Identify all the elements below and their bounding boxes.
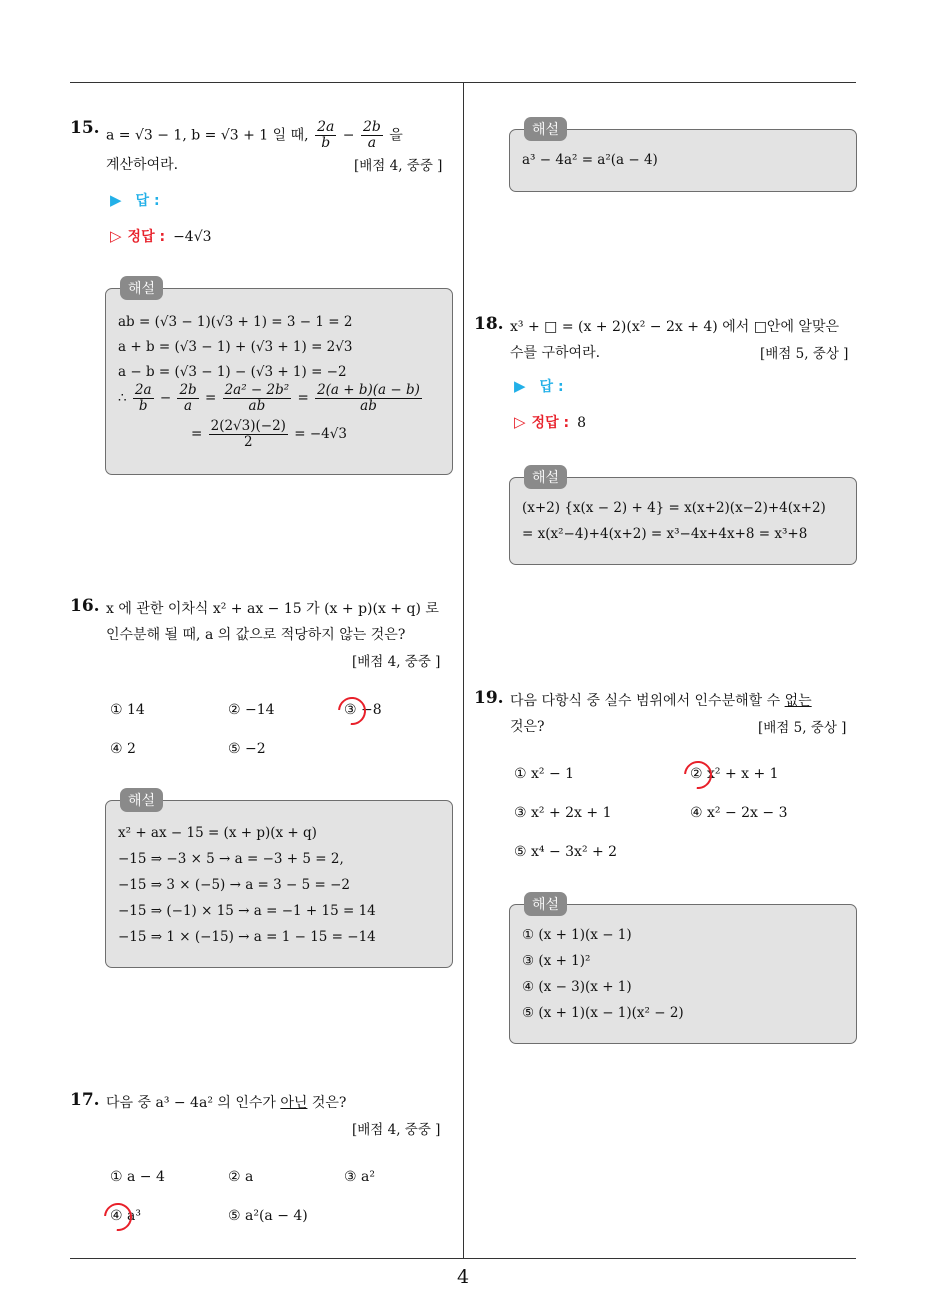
explanation-box-15: 해설 ab = (√3 − 1)(√3 + 1) = 3 − 1 = 2 a + b = (√3 − 1) + (√3 + 1) = 2√3 a − b = (√3 − 1) − (√3 + 1) = −2 ∴ $\frac{2a}{b}$ − $\frac{2b}{a}$ = $\frac{\text{2a² − 2b²}}{ab}$ = $\frac{2(a + b)(a - b)}{ab}$ = $\frac{2(2√3)(-2)}{2}$ = −4√3 bbox=[105, 288, 453, 475]
option-5: ⑤ −2 bbox=[228, 741, 266, 757]
correct-answer-row: ▷ 정답 : 8 bbox=[514, 413, 586, 431]
correct-answer-row: ▷ 정답 : −4√3 bbox=[110, 227, 212, 245]
explain-line-5: = $\frac{2(2√3)(-2)}{2}$ = −4√3 bbox=[191, 418, 347, 450]
outline-triangle-icon: ▷ bbox=[110, 227, 122, 245]
question-number: 19. bbox=[474, 688, 504, 708]
option-3: ③ a² bbox=[344, 1169, 375, 1185]
explanation-box-17: 해설 a³ − 4a² = a²(a − 4) bbox=[509, 129, 857, 192]
option-5: ⑤ a²(a − 4) bbox=[228, 1208, 308, 1224]
question-line-2: 수를 구하여라. bbox=[510, 345, 601, 361]
bottom-rule bbox=[70, 1258, 856, 1259]
play-triangle-icon: ▶ bbox=[514, 377, 526, 395]
points-label: [배점 4, 중중 ] bbox=[354, 158, 443, 174]
answer-row: ▶ 답 : bbox=[514, 377, 564, 395]
points-label: [배점 4, 중중 ] bbox=[352, 654, 441, 670]
answer-circle-icon bbox=[332, 691, 371, 730]
play-triangle-icon: ▶ bbox=[110, 191, 122, 209]
explanation-box-16: 해설 x² + ax − 15 = (x + p)(x + q) −15 ⇒ −3 × 5 → a = −3 + 5 = 2, −15 ⇒ 3 × (−5) → a = 3 − 5 = −2 −15 ⇒ (−1) × 15 → a = −1 + 15 = 14 −15 ⇒ 1 × (−15) → a = 1 − 15 = −14 bbox=[105, 800, 453, 968]
answer-circle-icon bbox=[98, 1197, 137, 1236]
explanation-box-18: 해설 (x+2) {x(x − 2) + 4} = x(x+2)(x−2)+4(x+2) = x(x²−4)+4(x+2) = x³−4x+4x+8 = x³+8 bbox=[509, 477, 857, 565]
page-number: 4 bbox=[456, 1266, 470, 1288]
question-number: 15. bbox=[70, 118, 100, 138]
explanation-tag: 해설 bbox=[120, 276, 163, 300]
option-5: ⑤ x⁴ − 3x² + 2 bbox=[514, 844, 618, 860]
option-1: ① 14 bbox=[110, 702, 145, 718]
question-line-1: 다음 중 a³ − 4a² 의 인수가 아닌 것은? bbox=[106, 1095, 347, 1111]
option-3: ③ −8 bbox=[344, 702, 382, 718]
option-2: ② −14 bbox=[228, 702, 275, 718]
option-1: ① a − 4 bbox=[110, 1169, 165, 1185]
fraction: $\frac{2a}{b}$ bbox=[317, 119, 335, 151]
option-2: ② a bbox=[228, 1169, 254, 1185]
question-line-1: x 에 관한 이차식 x² + ax − 15 가 (x + p)(x + q) 로 bbox=[106, 601, 439, 617]
option-3: ③ x² + 2x + 1 bbox=[514, 805, 612, 821]
question-line-2: 계산하여라. bbox=[106, 157, 179, 173]
answer-row: ▶ 답 : bbox=[110, 191, 160, 209]
question-number: 18. bbox=[474, 314, 504, 334]
explain-line-4: ∴ $\frac{2a}{b}$ − $\frac{2b}{a}$ = $\frac{\text{2a² − 2b²}}{ab}$ = $\frac{2(a + b)(a - b)}{ab}$ bbox=[118, 382, 420, 414]
column-divider bbox=[463, 83, 464, 1258]
question-line-1: 다음 다항식 중 실수 범위에서 인수분해할 수 없는 bbox=[510, 693, 812, 709]
explanation-tag: 해설 bbox=[524, 465, 567, 489]
explanation-tag: 해설 bbox=[120, 788, 163, 812]
outline-triangle-icon: ▷ bbox=[514, 413, 526, 431]
option-1: ① x² − 1 bbox=[514, 766, 575, 782]
question-number: 17. bbox=[70, 1090, 100, 1110]
option-2: ② x² + x + 1 bbox=[690, 766, 779, 782]
question-line-1: a = √3 − 1, b = √3 + 1 일 때, $\frac{2a}{b}$ − $\frac{2b}{a}$ 을 bbox=[106, 119, 403, 151]
question-line-2: 인수분해 될 때, a 의 값으로 적당하지 않는 것은? bbox=[106, 627, 406, 643]
points-label: [배점 4, 중중 ] bbox=[352, 1122, 441, 1138]
question-line-1: x³ + □ = (x + 2)(x² − 2x + 4) 에서 □안에 알맞은 bbox=[510, 319, 840, 335]
explanation-box-19: 해설 ① (x + 1)(x − 1) ③ (x + 1)² ④ (x − 3)(x + 1) ⑤ (x + 1)(x − 1)(x² − 2) bbox=[509, 904, 857, 1044]
question-number: 16. bbox=[70, 596, 100, 616]
fraction: $\frac{2b}{a}$ bbox=[362, 119, 381, 151]
answer-circle-icon bbox=[678, 755, 717, 794]
question-line-2: 것은? bbox=[510, 719, 545, 735]
explanation-tag: 해설 bbox=[524, 892, 567, 916]
option-4: ④ a³ bbox=[110, 1208, 141, 1224]
points-label: [배점 5, 중상 ] bbox=[760, 346, 849, 362]
option-4: ④ 2 bbox=[110, 741, 136, 757]
points-label: [배점 5, 중상 ] bbox=[758, 720, 847, 736]
explanation-tag: 해설 bbox=[524, 117, 567, 141]
option-4: ④ x² − 2x − 3 bbox=[690, 805, 788, 821]
